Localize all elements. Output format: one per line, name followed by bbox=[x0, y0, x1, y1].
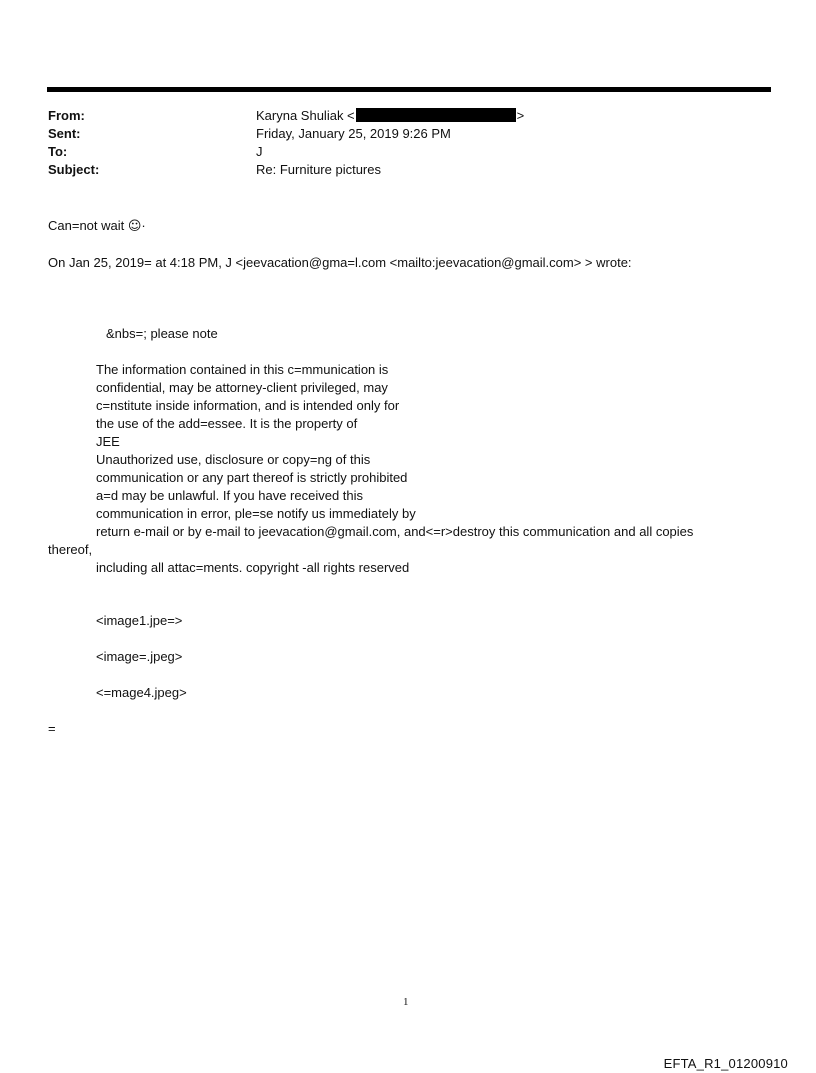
from-label: From: bbox=[48, 108, 85, 123]
disclaimer-line: The information contained in this c=mmunication is bbox=[96, 362, 389, 377]
to-label: To: bbox=[48, 144, 68, 159]
disclaimer-line: including all attac=ments. copyright -all rights reserved bbox=[96, 560, 410, 575]
disclaimer-line: thereof, bbox=[48, 542, 93, 557]
trailing-equals: = bbox=[48, 721, 56, 736]
subject-label: Subject: bbox=[48, 162, 100, 177]
subject-value: Re: Furniture pictures bbox=[256, 162, 381, 177]
disclaimer-line: JEE bbox=[96, 434, 120, 449]
disclaimer-line: return e-mail or by e-mail to jeevacation@gmail.com, and<=r>destroy this communication and all copies bbox=[96, 524, 694, 539]
sender-name: Karyna Shuliak < bbox=[256, 108, 355, 123]
redaction-bar bbox=[356, 108, 516, 122]
document-stamp: EFTA_R1_01200910 bbox=[663, 1056, 788, 1071]
smiley-icon: ☺ bbox=[127, 219, 142, 234]
nbs-line: &nbs=; please note bbox=[106, 326, 218, 341]
attachment-item: <image=.jpeg> bbox=[96, 649, 183, 664]
disclaimer-line: communication or any part thereof is strictly prohibited bbox=[96, 470, 408, 485]
from-value bbox=[256, 107, 524, 125]
disclaimer-block bbox=[48, 361, 694, 577]
disclaimer-line: c=nstitute inside information, and is intended only for bbox=[96, 398, 400, 413]
disclaimer-line: communication in error, ple=se notify us immediately by bbox=[96, 506, 416, 521]
reply-suffix: · bbox=[141, 218, 146, 233]
header-rule bbox=[47, 87, 771, 92]
disclaimer-line: a=d may be unlawful. If you have received this bbox=[96, 488, 364, 503]
sender-close: > bbox=[516, 108, 525, 123]
attachment-item: <image1.jpe=> bbox=[96, 613, 183, 628]
to-value: J bbox=[256, 144, 263, 159]
sent-value: Friday, January 25, 2019 9:26 PM bbox=[256, 126, 451, 141]
disclaimer-line: Unauthorized use, disclosure or copy=ng of this bbox=[96, 452, 371, 467]
attachment-item: <=mage4.jpeg> bbox=[96, 685, 187, 700]
quote-line: On Jan 25, 2019= at 4:18 PM, J <jeevacation@gma=l.com <mailto:jeevacation@gmail.com> > wrote: bbox=[48, 255, 632, 270]
reply-line bbox=[48, 217, 146, 236]
disclaimer-line: the use of the add=essee. It is the property of bbox=[96, 416, 358, 431]
reply-text: Can=not wait bbox=[48, 218, 128, 233]
sent-label: Sent: bbox=[48, 126, 81, 141]
disclaimer-line: confidential, may be attorney-client privileged, may bbox=[96, 380, 388, 395]
page-number: 1 bbox=[403, 996, 409, 1008]
